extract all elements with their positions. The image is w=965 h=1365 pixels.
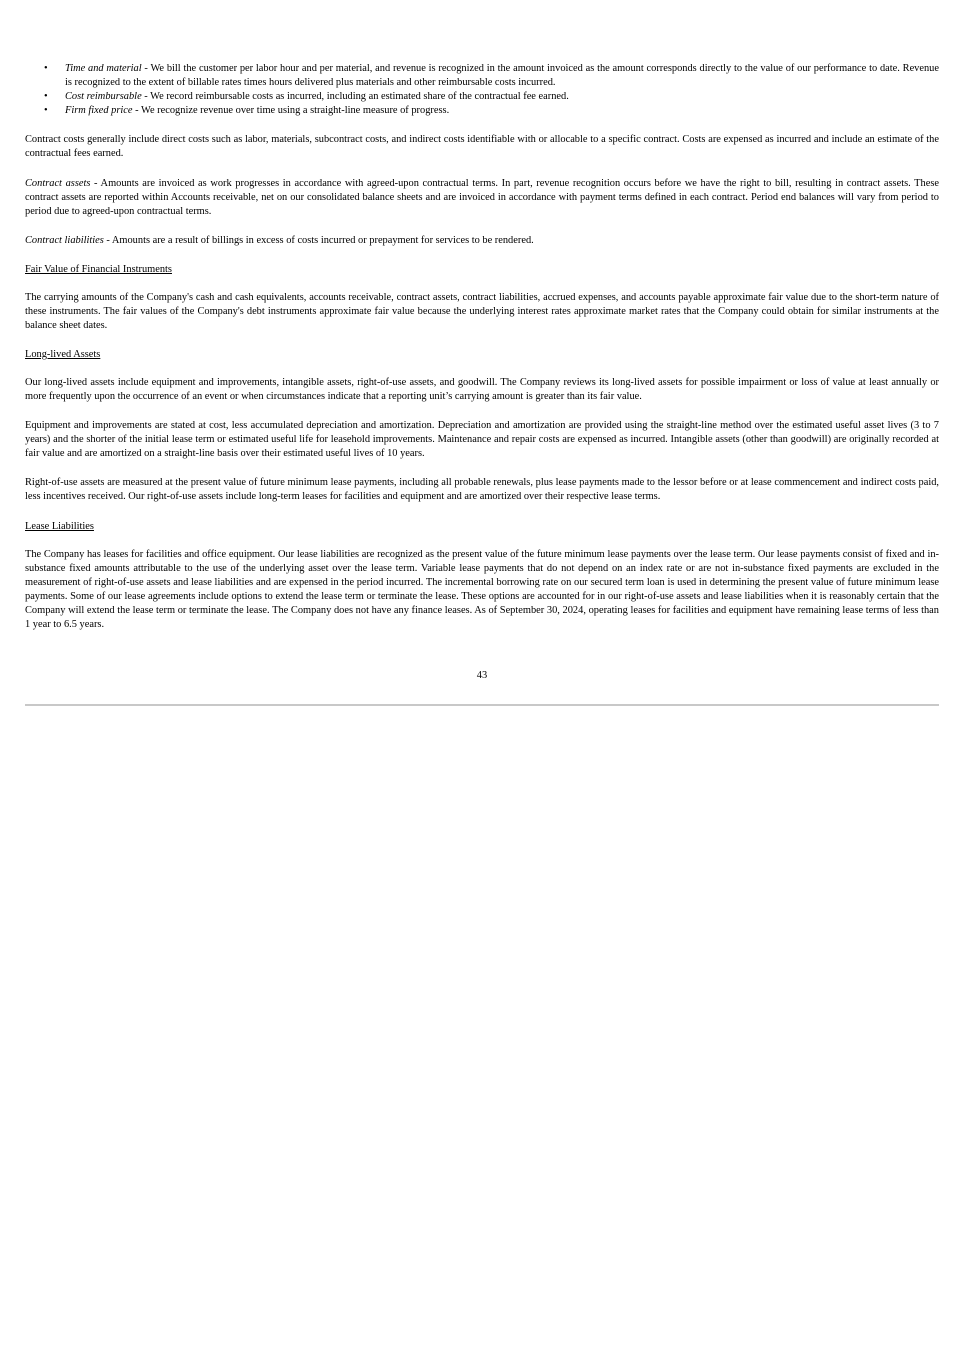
bullet-text: - We bill the customer per labor hour and per material, and revenue is recognized in the amount invoiced as the amount corresponds directly to the value of our performance to date. Revenue is recognized to the extent of billable rates times hours delivered plus materials and other reimbursable costs incurred. (65, 63, 939, 88)
list-item-cost-reimbursable (25, 90, 939, 104)
page-divider (25, 704, 939, 706)
bullet-term: Firm fixed price (65, 104, 133, 116)
right-of-use-paragraph: Right-of-use assets are measured at the present value of future minimum lease payments, including all probable renewals, plus lease payments made to the lessor before or at lease commencement and indirect costs paid, less incentives received. Our right-of-use assets include long-term leases for facilities and equipment and are amortized over their respective lease terms. (25, 477, 939, 502)
contract-assets-term: Contract assets (25, 178, 91, 189)
contract-liabilities-text: - Amounts are a result of billings in excess of costs incurred or prepayment for services to be rendered. (103, 235, 534, 246)
contract-liabilities-term: Contract liabilities (25, 235, 104, 246)
contract-costs-paragraph: Contract costs generally include direct costs such as labor, materials, subcontract costs, and indirect costs identifiable with or allocable to a specific contract. Costs are expensed as incurred and include an estimate of the contractual fees earned. (25, 134, 939, 159)
revenue-method-list (25, 62, 939, 118)
bullet-text: - We record reimbursable costs as incurred, including an estimated share of the contractual fee earned. (141, 90, 569, 102)
lease-liabilities-heading: Lease Liabilities (25, 521, 94, 532)
bullet-symbol: • (44, 104, 48, 116)
list-item-firm-fixed-price (25, 104, 939, 118)
list-item-time-and-material (25, 62, 939, 90)
lease-liabilities-paragraph: The Company has leases for facilities and office equipment. Our lease liabilities are recognized as the present value of the future minimum lease payments over the lease term. Our lease payments consist of fixed and in-substance fixed amounts attributable to the use of the underlying asset over the lease term. Variable lease payments that do not depend on an index rate or are not in-substance fixed payments are excluded in the measurement of right-of-use assets and lease liabilities and are expensed in the period incurred. The incremental borrowing rate on our secured term loan is used in determining the present value of future minimum lease payments. Some of our lease agreements include options to extend the lease term or terminate the lease. These options are accounted for in our right-of-use assets and lease liabilities when it is reasonably certain that the Company will extend the lease term or terminate the lease. The Company does not have any finance leases. As of September 30, 2024, operating leases for facilities and equipment have remaining lease terms of less than 1 year to 6.5 years. (25, 549, 939, 630)
page-number: 43 (476, 670, 488, 681)
fair-value-paragraph: The carrying amounts of the Company's cash and cash equivalents, accounts receivable, contract assets, contract liabilities, accrued expenses, and accounts payable approximate fair value due to the short-term nature of these instruments. The fair values of the Company's debt instruments approximate fair value because the underlying interest rates approximate market rates that the Company could obtain for similar instruments at the balance sheet dates. (25, 292, 939, 331)
bullet-term: Cost reimbursable (65, 90, 142, 102)
fair-value-heading: Fair Value of Financial Instruments (25, 264, 172, 275)
contract-assets-paragraph (25, 177, 939, 219)
long-lived-assets-heading: Long-lived Assets (25, 349, 101, 360)
bullet-term: Time and material (65, 63, 142, 74)
bullet-symbol: • (44, 63, 48, 74)
long-lived-assets-paragraph: Our long-lived assets include equipment and improvements, intangible assets, right-of-use assets, and goodwill. The Company reviews its long-lived assets for possible impairment or loss of value at least annually or more frequently upon the occurrence of an event or when circumstances indicate that a reporting unit’s carrying amount is greater than its fair value. (25, 377, 939, 402)
equipment-paragraph: Equipment and improvements are stated at cost, less accumulated depreciation and amortization. Depreciation and amortization are provided using the straight-line method over the estimated useful asset lives (3 to 7 years) and the shorter of the initial lease term or estimated useful life for leasehold improvements. Maintenance and repair costs are expensed as incurred. Intangible assets (other than goodwill) are originally recorded at fair value and are amortized on a straight-line basis over their estimated useful lives of 10 years. (25, 420, 939, 459)
bullet-symbol: • (44, 90, 48, 102)
contract-assets-text: - Amounts are invoiced as work progresses in accordance with agreed-upon contractual terms. In part, revenue recognition occurs before we have the right to bill, resulting in contract assets. These contract assets are reported within Accounts receivable, net on our consolidated balance sheets and are invoiced in accordance with payment terms defined in each contract. Period end balances will vary from period to period due to agreed-upon contractual terms. (25, 178, 939, 217)
bullet-text: - We recognize revenue over time using a straight-line measure of progress. (132, 104, 450, 116)
contract-liabilities-paragraph (25, 234, 939, 248)
